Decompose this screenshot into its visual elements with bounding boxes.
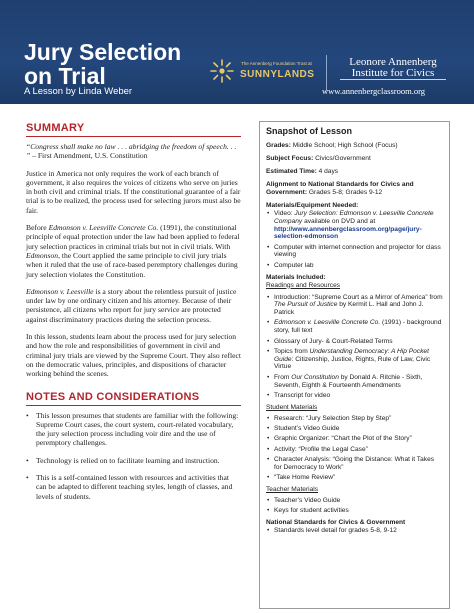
materials-needed-list <box>266 210 443 270</box>
notes-list <box>26 411 241 501</box>
notes-heading: NOTES AND CONSIDERATIONS <box>26 390 200 403</box>
sunburst-icon <box>209 58 235 84</box>
case-name: Edmonson v. Leesville Concrete Co. <box>48 223 159 233</box>
summary-paragraph-1: Justice in America not only requires the work of each branch of government, it also requires the voices of citizens who serve on juries in both civil and criminal trials. If the constitutional guarantee of a fair trial is to be realized, the process used for selecting jurors must also be fair. <box>26 168 241 215</box>
site-url[interactable]: www.annenbergclassroom.org <box>322 86 426 96</box>
materials-included-label: Materials Included: <box>266 273 326 281</box>
grades-row: Grades: Middle School; High School (Focus) <box>266 142 398 149</box>
snapshot-heading: Snapshot of Lesson <box>266 126 353 136</box>
alignment-row: Alignment to National Standards for Civics and Government: Grades 5-8; Grades 9-12 <box>266 181 414 196</box>
sunnylands-wordmark: SUNNYLANDS <box>240 69 315 80</box>
list-item: • Edmonson v. Leesville Concrete Co. (1991) - background story, full text <box>266 319 443 335</box>
aic-rule <box>340 79 446 80</box>
list-item: • Video: Jury Selection: Edmonson v. Leesville Concrete Company available on DVD and at http://www.annenbergclassroom.org/page/jury-selection-edmonson <box>266 210 443 241</box>
case-name-short: Edmonson <box>26 250 59 260</box>
header-banner <box>0 0 474 104</box>
summary-heading: SUMMARY <box>26 122 85 134</box>
list-item: • Computer lab <box>266 262 443 270</box>
student-materials-list <box>266 415 443 482</box>
epigraph-quote: “Congress shall make no law . . . abridging the freedom of speech. . . ” <box>26 142 237 161</box>
list-item: • Activity: “Profile the Legal Case” <box>266 446 443 454</box>
list-item: • Topics from Understanding Democracy: A Hip Pocket Guide: Citizenship, Justice, Rights, Rule of Law, Civic Virtue <box>266 348 443 371</box>
sunnylands-tagline: The Annenberg Foundation Trust at <box>241 61 312 66</box>
byline: A Lesson by Linda Weber <box>24 86 133 97</box>
standards-label: National Standards for Civics & Government <box>266 518 406 526</box>
sunnylands-logo <box>209 58 317 88</box>
epigraph <box>26 142 241 161</box>
epigraph-source: – First Amendment, U.S. Constitution <box>30 151 148 161</box>
list-item: • Standards level detail for grades 5-8, 9-12 <box>266 527 443 535</box>
materials-needed-label: Materials/Equipment Needed: <box>266 202 359 209</box>
list-item: • Research: “Jury Selection Step by Step” <box>266 415 443 423</box>
subject-row: Subject Focus: Civics/Government <box>266 155 371 162</box>
list-item: • From Our Constitution by Donald A. Ritchie - Sixth, Seventh, Eighth & Fourteenth Amendments <box>266 374 443 390</box>
list-item: • Transcript for video <box>266 392 443 400</box>
snapshot-box <box>259 121 450 609</box>
time-row: Estimated Time: 4 days <box>266 168 339 175</box>
list-item: • Computer with internet connection and projector for class viewing <box>266 244 443 260</box>
readings-list <box>266 294 443 400</box>
summary-paragraph-4: In this lesson, students learn about the process used for jury selection and how the role and responsibilities of government in civil and criminal jury trials are viewed by the Supreme Court. They also reflect on the democratic values, principles, and dispositions of character working behind the scenes. <box>26 332 241 379</box>
list-item: • Introduction: “Supreme Court as a Mirror of America” from The Pursuit of Justice by Kermit L. Hall and John J. Patrick <box>266 294 443 317</box>
list-item: • Graphic Organizer: “Chart the Plot of the Story” <box>266 435 443 443</box>
case-name: Edmonson v. Leesville <box>26 286 94 296</box>
list-item: • This lesson presumes that students are familiar with the following: Supreme Court cases, the court system, court-related vocabulary, the jury selection process including voir dire and the use of peremptory challenges. <box>26 411 241 448</box>
student-materials-label: Student Materials <box>266 403 318 411</box>
video-title: Jury Selection: Edmonson v. Leesville Concrete Company <box>274 210 434 225</box>
teacher-materials-list <box>266 497 443 515</box>
list-item: • Teacher’s Video Guide <box>266 497 443 505</box>
list-item: • Glossary of Jury- & Court-Related Terms <box>266 338 443 346</box>
notes-rule <box>26 405 241 406</box>
video-link[interactable]: http://www.annenbergclassroom.org/page/jury-selection-edmonson <box>274 225 422 241</box>
aic-logo-text: Leonore Annenberg Institute for Civics <box>349 56 437 79</box>
list-item: • Technology is relied on to facilitate learning and instruction. <box>26 456 241 465</box>
list-item: • This is a self-contained lesson with resources and activities that can be adapted to different teaching styles, length of classes, and levels of students. <box>26 473 241 501</box>
standards-list <box>266 527 443 535</box>
page-title: Jury Selection on Trial <box>24 39 182 89</box>
list-item: • Character Analysis: “Going the Distance: What it Takes for Democracy to Work” <box>266 456 443 472</box>
summary-paragraph-2: Before Edmonson v. Leesville Concrete Co. (1991), the constitutional principle of equal protection under the law had been applied to federal jury selection practices in criminal trials but not in civil trials. With Edmonson, the Court applied the same principle to civil jury trials when it ruled that the use of race-based peremptory challenges during jury selection violates the Constitution. <box>26 223 240 279</box>
teacher-materials-label: Teacher Materials <box>266 485 319 493</box>
list-item: • Keys for student activities <box>266 507 443 515</box>
list-item: • Student’s Video Guide <box>266 425 443 433</box>
readings-label: Readings and Resources <box>266 281 341 289</box>
summary-paragraph-3: Edmonson v. Leesville is a story about the relentless pursuit of justice under law by one ordinary citizen and his attorney. Because of their persistence, all citizens who report for jury service are protected against discriminatory practices during the selection process. <box>26 286 237 324</box>
list-item: • “Take Home Review” <box>266 474 443 482</box>
left-column <box>26 122 241 509</box>
summary-rule <box>26 136 241 137</box>
